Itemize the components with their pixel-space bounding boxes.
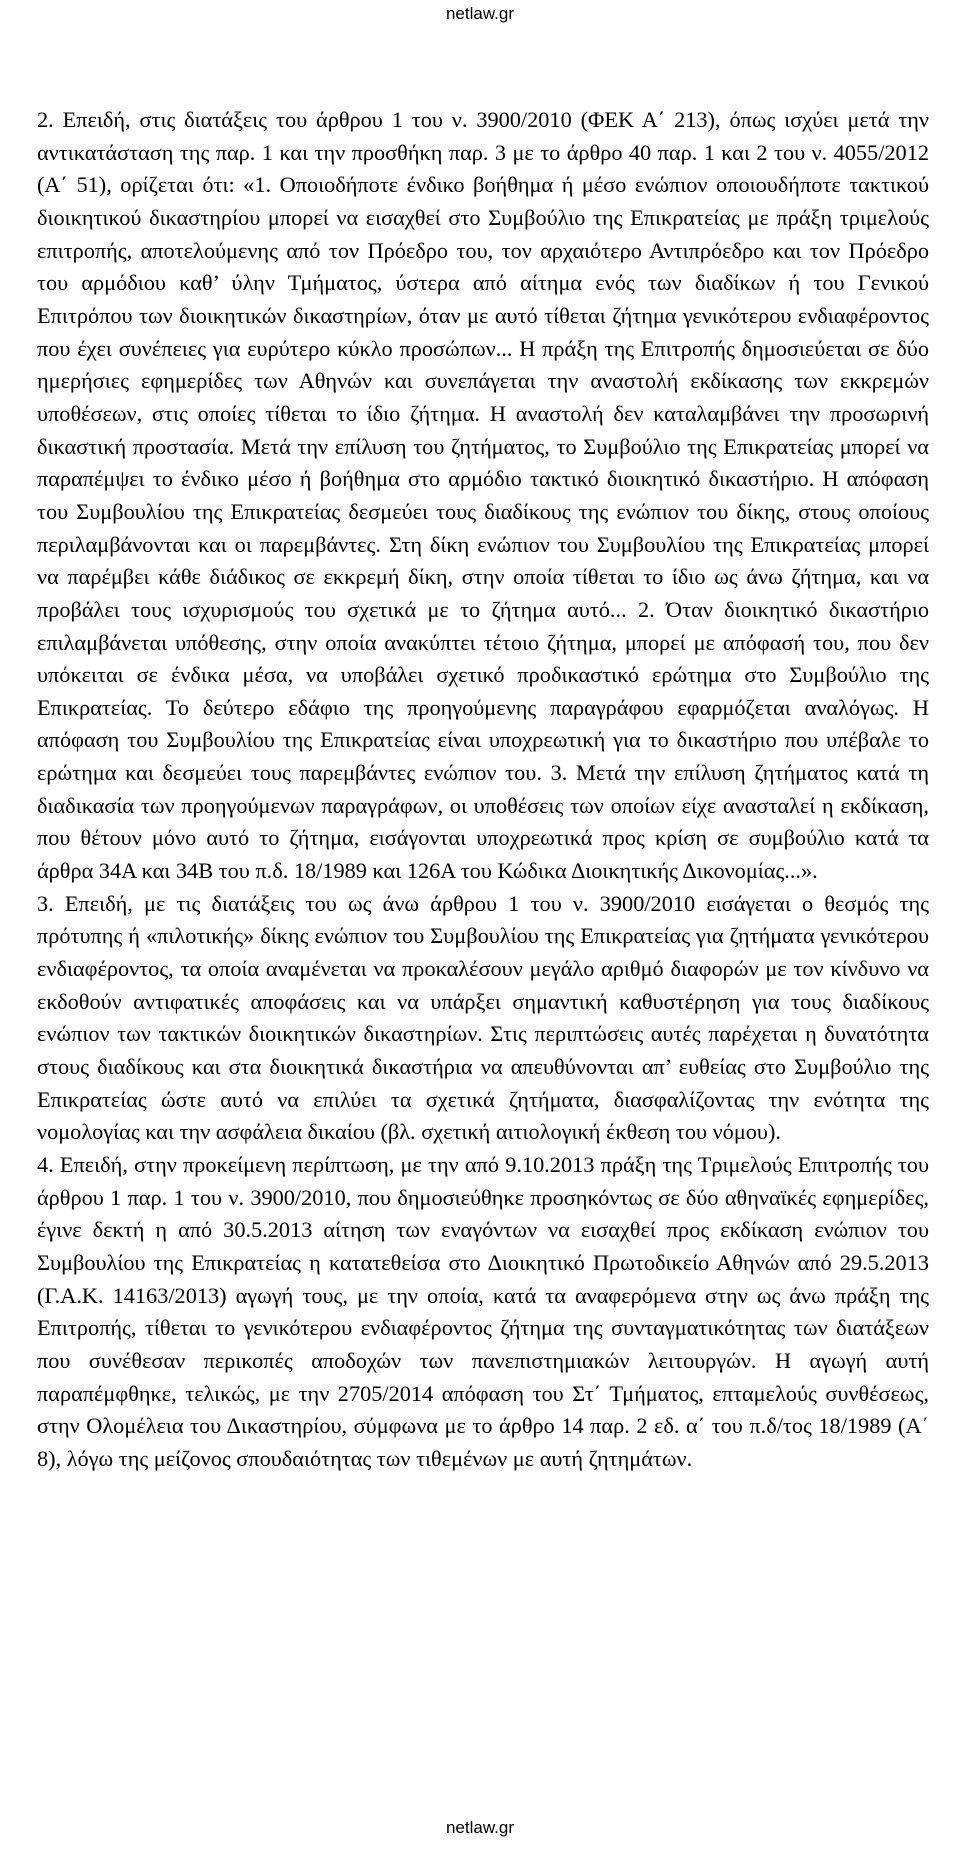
document-body xyxy=(37,104,929,1476)
paragraph-4: 4. Επειδή, στην προκείμενη περίπτωση, με την από 9.10.2013 πράξη της Τριμελούς Επιτροπής του άρθρου 1 παρ. 1 του ν. 3900/2010, που δημοσιεύθηκε προσηκόντως σε δύο αθηναϊκές εφημερίδες, έγινε δεκτή η από 30.5.2013 αίτηση των εναγόντων να εισαχθεί προς εκδίκαση ενώπιον του Συμβουλίου της Επικρατείας η κατατεθείσα στο Διοικητικό Πρωτοδικείο Αθηνών από 29.5.2013 (Γ.Α.Κ. 14163/2013) αγωγή τους, με την οποία, κατά τα αναφερόμενα στην ως άνω πράξη της Επιτροπής, τίθεται το γενικότερου ενδιαφέροντος ζήτημα της συνταγματικότητας των διατάξεων που συνέθεσαν περικοπές αποδοχών των πανεπιστημιακών λειτουργών. Η αγωγή αυτή παραπέμφθηκε, τελικώς, με την 2705/2014 απόφαση του Στ΄ Τμήματος, επταμελούς συνθέσεως, στην Ολομέλεια του Δικαστηρίου, σύμφωνα με το άρθρο 14 παρ. 2 εδ. α΄ του π.δ/τος 18/1989 (Α΄ 8), λόγω της μείζονος σπουδαιότητας των τιθεμένων με αυτή ζητημάτων. xyxy=(37,1152,929,1471)
paragraph-3: 3. Επειδή, με τις διατάξεις του ως άνω άρθρου 1 του ν. 3900/2010 εισάγεται ο θεσμός της πρότυπης ή «πιλοτικής» δίκης ενώπιον του Συμβουλίου της Επικρατείας για ζητήματα γενικότερου ενδιαφέροντος, τα οποία αναμένεται να προκαλέσουν μεγάλο αριθμό διαφορών με τον κίνδυνο να εκδοθούν αντιφατικές αποφάσεις και να υπάρξει σημαντική καθυστέρηση για τους διαδίκους ενώπιον των τακτικών διοικητικών δικαστηρίων. Στις περιπτώσεις αυτές παρέχεται η δυνατότητα στους διαδίκους και στα διοικητικά δικαστήρια να απευθύνονται απ’ ευθείας στο Συμβούλιο της Επικρατείας ώστε αυτό να επιλύει τα σχετικά ζητήματα, διασφαλίζοντας την ενότητα της νομολογίας και την ασφάλεια δικαίου (βλ. σχετική αιτιολογική έκθεση του νόμου). xyxy=(37,890,929,1145)
footer-site-name: netlaw.gr xyxy=(445,1818,515,1837)
paragraph-2: 2. Επειδή, στις διατάξεις του άρθρου 1 του ν. 3900/2010 (ΦΕΚ Α΄ 213), όπως ισχύει μετά την αντικατάσταση της παρ. 1 και την προσθήκη παρ. 3 με το άρθρο 40 παρ. 1 και 2 του ν. 4055/2012 (Α΄ 51), ορίζεται ότι: «1. Οποιοδήποτε ένδικο βοήθημα ή μέσο ενώπιον οποιουδήποτε τακτικού διοικητικού δικαστηρίου μπορεί να εισαχθεί στο Συμβούλιο της Επικρατείας με πράξη τριμελούς επιτροπής, αποτελούμενης από τον Πρόεδρο του, τον αρχαιότερο Αντιπρόεδρο και τον Πρόεδρο του αρμόδιου καθ’ ύλην Τμήματος, ύστερα από αίτημα ενός των διαδίκων ή του Γενικού Επιτρόπου των διοικητικών δικαστηρίων, όταν με αυτό τίθεται ζήτημα γενικότερου ενδιαφέροντος που έχει συνέπειες για ευρύτερο κύκλο προσώπων... Η πράξη της Επιτροπής δημοσιεύεται σε δύο ημερήσιες εφημερίδες των Αθηνών και συνεπάγεται την αναστολή εκδίκασης των εκκρεμών υποθέσεων, στις οποίες τίθεται το ίδιο ζήτημα. Η αναστολή δεν καταλαμβάνει την προσωρινή δικαστική προστασία. Μετά την επίλυση του ζητήματος, το Συμβούλιο της Επικρατείας μπορεί να παραπέμψει το ένδικο μέσο ή βοήθημα στο αρμόδιο τακτικό διοικητικό δικαστήριο. Η απόφαση του Συμβουλίου της Επικρατείας δεσμεύει τους διαδίκους της ενώπιον του δίκης, στους οποίους περιλαμβάνονται και οι παρεμβάντες. Στη δίκη ενώπιον του Συμβουλίου της Επικρατείας μπορεί να παρέμβει κάθε διάδικος σε εκκρεμή δίκη, στην οποία τίθεται το ίδιο ως άνω ζήτημα, και να προβάλει τους ισχυρισμούς του σχετικά με το ζήτημα αυτό... 2. Όταν διοικητικό δικαστήριο επιλαμβάνεται υπόθεσης, στην οποία ανακύπτει τέτοιο ζήτημα, μπορεί με απόφασή του, που δεν υπόκειται σε ένδικα μέσα, να υποβάλει σχετικό προδικαστικό ερώτημα στο Συμβούλιο της Επικρατείας. Το δεύτερο εδάφιο της προηγούμενης παραγράφου εφαρμόζεται αναλόγως. Η απόφαση του Συμβουλίου της Επικρατείας είναι υποχρεωτική για το δικαστήριο που υπέβαλε το ερώτημα και δεσμεύει τους παρεμβάντες ενώπιον του. 3. Μετά την επίλυση ζητήματος κατά τη διαδικασία των προηγούμενων παραγράφων, οι υποθέσεις των οποίων είχε ανασταλεί η εκδίκαση, που θέτουν μόνο αυτό το ζήτημα, εισάγονται υποχρεωτικά προς κρίση σε συμβούλιο κατά τα άρθρα 34Α και 34Β του π.δ. 18/1989 και 126Α του Κώδικα Διοικητικής Δικονομίας...». xyxy=(37,107,929,884)
header-site-name: netlaw.gr xyxy=(445,4,515,23)
